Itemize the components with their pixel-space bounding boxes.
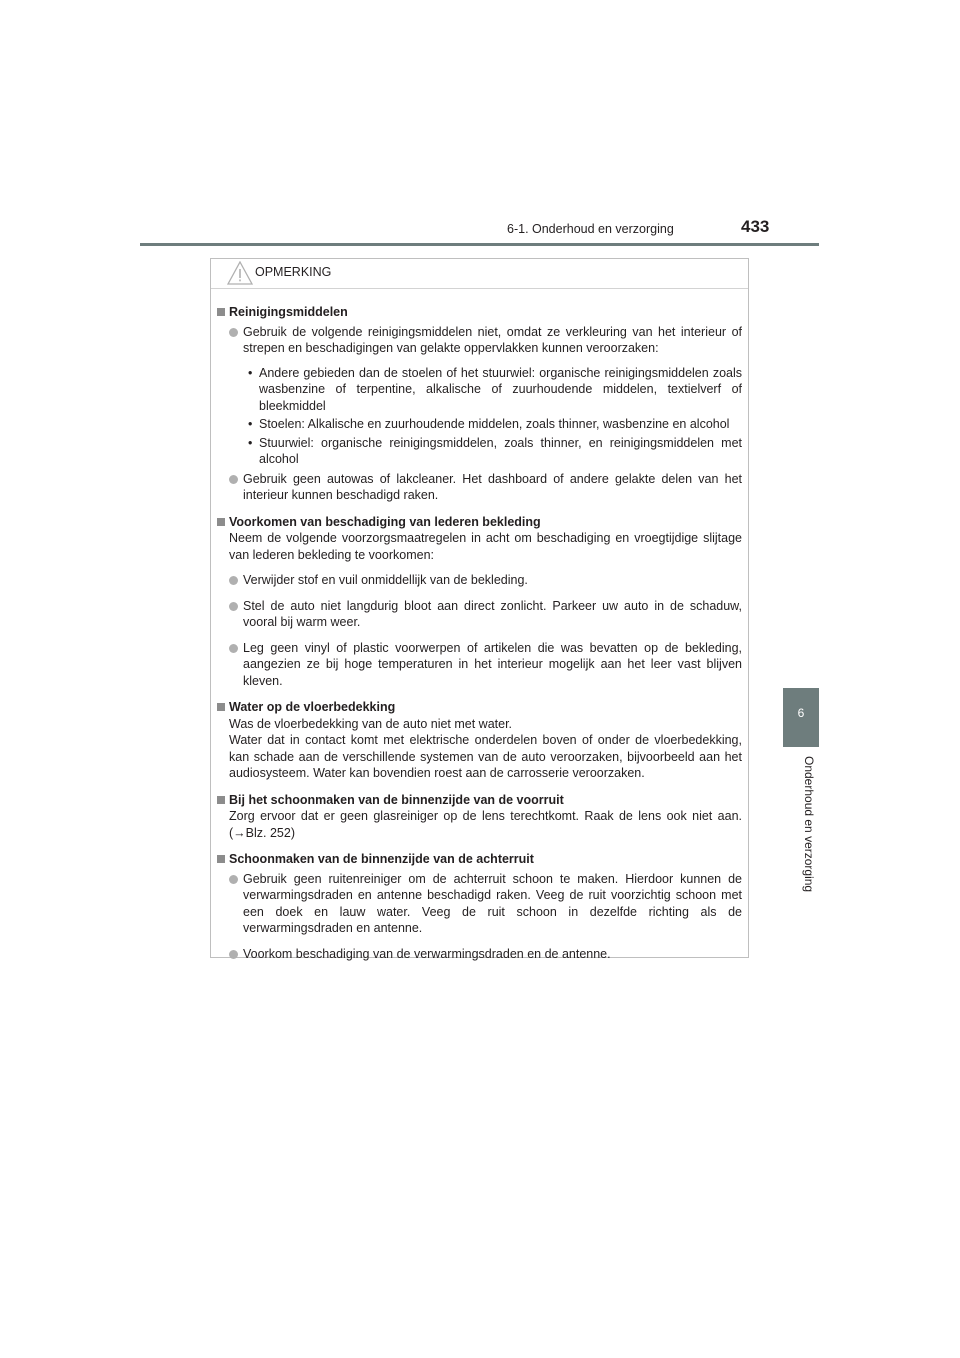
notice-title: OPMERKING (255, 265, 332, 279)
sub-list-item: • Stoelen: Alkalische en zuurhoudende middelen, zoals thinner, wasbenzine en alcohol (248, 417, 730, 431)
section-title: Reinigingsmiddelen (217, 304, 742, 321)
sub-list-item: • Stuurwiel: organische reinigingsmiddelen, zoals thinner, en reinigingsmiddelen met alcohol (248, 435, 742, 466)
header-section: 6-1. Onderhoud en verzorging (507, 222, 674, 236)
list-item: Gebruik de volgende reinigingsmiddelen niet, omdat ze verkleuring van het interieur of strepen en beschadigingen van gelakte oppervlakken kunnen veroorzaken: (217, 324, 742, 357)
section-title: Bij het schoonmaken van de binnenzijde van de voorruit (217, 792, 742, 809)
chapter-number: 6 (797, 706, 805, 720)
section-title: Water op de vloerbedekking (217, 699, 742, 716)
bullet-icon (229, 875, 238, 884)
section-title: Voorkomen van beschadiging van lederen bekleding (217, 514, 742, 531)
list-item: Gebruik geen ruitenreiniger om de achterruit schoon te maken. Hierdoor kunnen de verwarmingsdraden en antenne beschadigd raken. Veeg de ruit voorzichtig schoon met een doek en lauw water. Veeg de ruit schoon in dezelfde richting als de verwarmingsdraden en antenne. (217, 871, 742, 937)
bullet-icon (229, 576, 238, 585)
header-rule (140, 243, 819, 246)
bullet-icon (229, 475, 238, 484)
sub-list-item: • Andere gebieden dan de stoelen of het stuurwiel: organische reinigingsmiddelen zoals wasbenzine of terpentine, alkalische of zuurhoudende middelen, textielverf of bleekmiddel (248, 365, 742, 413)
paragraph: Neem de volgende voorzorgsmaatregelen in acht om beschadiging en vroegtijdige slijtage van lederen bekleding te voorkomen: (229, 531, 742, 562)
page-number: 433 (741, 217, 770, 236)
notice-body (211, 289, 748, 962)
section-title: Schoonmaken van de binnenzijde van de achterruit (217, 851, 742, 868)
paragraph: Zorg ervoor dat er geen glasreiniger op de lens terechtkomt. Raak de lens ook niet aan. (→Blz. 252) (229, 809, 742, 840)
bullet-icon (229, 644, 238, 653)
list-item: Leg geen vinyl of plastic voorwerpen of artikelen die was bevatten op de bekleding, aangezien ze bij hoge temperaturen in het interieur mogelijk aan het leer vast blijven kleven. (217, 640, 742, 690)
warning-icon (227, 261, 253, 285)
bullet-icon (229, 602, 238, 611)
list-item: Stel de auto niet langdurig bloot aan direct zonlicht. Parkeer uw auto in de schaduw, vooral bij warm weer. (217, 598, 742, 631)
notice-header (211, 259, 748, 289)
bullet-icon (229, 328, 238, 337)
chapter-tab (783, 688, 819, 747)
notice-box (210, 258, 749, 961)
list-item: Verwijder stof en vuil onmiddellijk van de bekleding. (217, 572, 742, 589)
bullet-icon (229, 950, 238, 959)
paragraph: Water dat in contact komt met elektrische onderdelen boven of onder de vloerbedekking, kan schade aan de verschillende systemen van de auto veroorzaken, bijvoorbeeld aan het audiosysteem. Water kan bovendien roest aan de carrosserie veroorzaken. (229, 733, 742, 780)
chapter-label: Onderhoud en verzorging (802, 756, 816, 893)
paragraph: Was de vloerbedekking van de auto niet met water. (229, 716, 513, 731)
list-item: Voorkom beschadiging van de verwarmingsdraden en de antenne. (217, 946, 742, 963)
list-item: Gebruik geen autowas of lakcleaner. Het dashboard of andere gelakte delen van het interieur kunnen beschadigd raken. (217, 471, 742, 504)
